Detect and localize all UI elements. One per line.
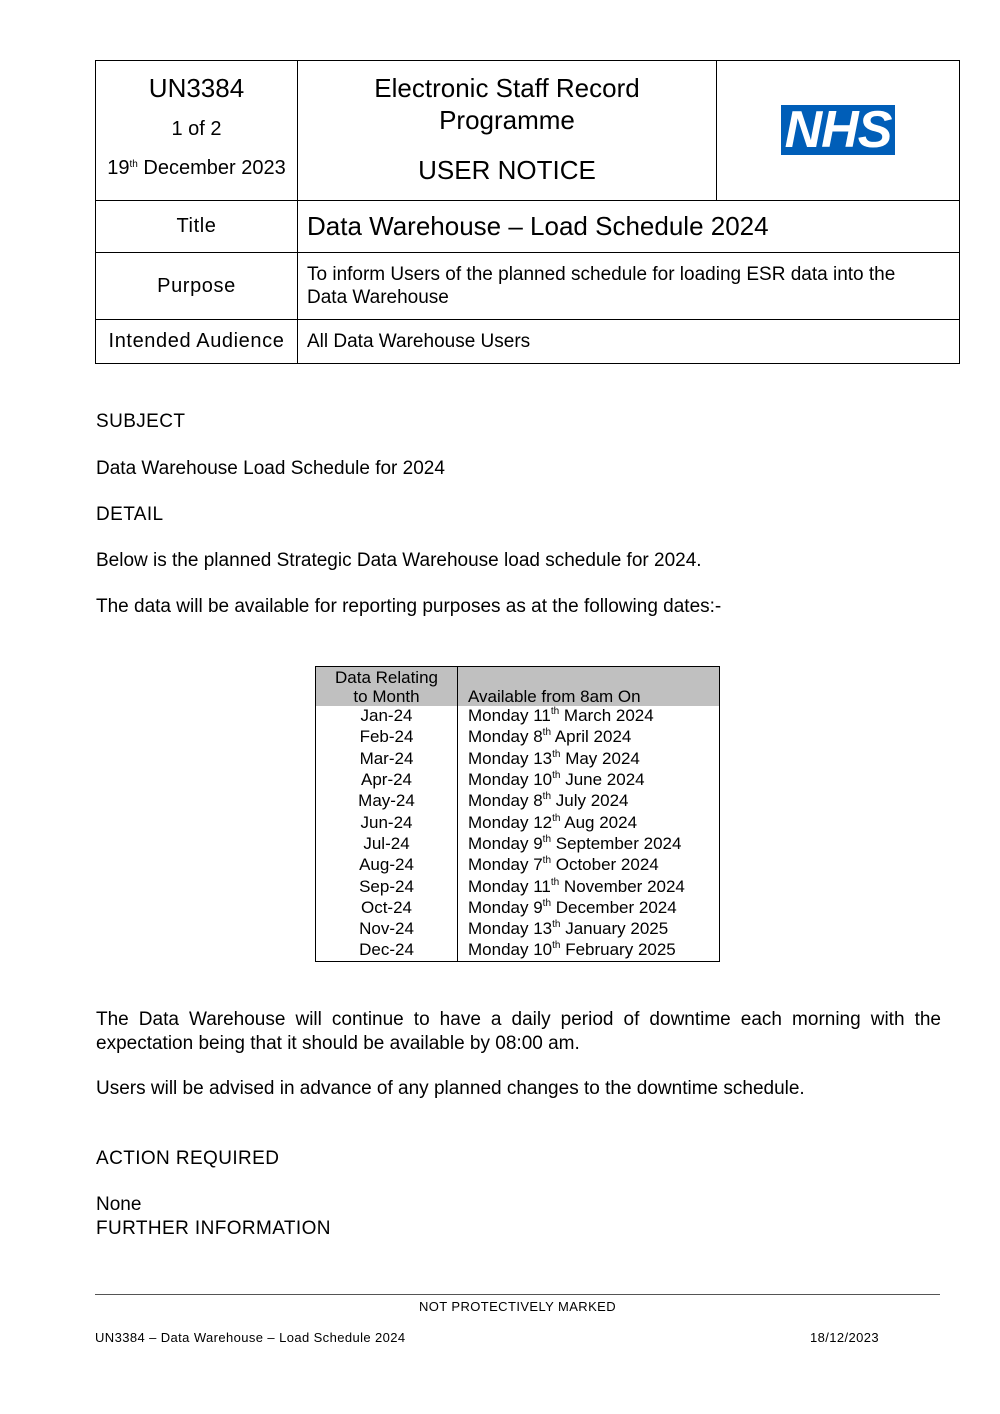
schedule-available-date (458, 855, 720, 876)
downtime-paragraph: The Data Warehouse will continue to have a daily period of downtime each morning with the expectation being that it should be available by 08:00 am. (96, 1009, 941, 1054)
programme-line-2: Programme (439, 105, 575, 135)
date-ordinal-suffix: th (552, 770, 561, 782)
date-ordinal-suffix: th (542, 791, 552, 803)
date-day-text: Monday 9 (468, 833, 543, 853)
date-ordinal-suffix: th (552, 919, 561, 931)
schedule-month: Jun-24 (316, 812, 458, 833)
schedule-row (316, 769, 720, 790)
detail-heading: DETAIL (96, 504, 164, 525)
schedule-row (316, 918, 720, 939)
schedule-month: Aug-24 (316, 855, 458, 876)
purpose-label: Purpose (96, 253, 298, 320)
title-value: Data Warehouse – Load Schedule 2024 (298, 201, 960, 253)
notice-date (96, 157, 297, 180)
purpose-value (298, 253, 960, 320)
schedule-month: Feb-24 (316, 727, 458, 748)
date-day-text: Monday 8 (468, 791, 543, 811)
purpose-line-2: Data Warehouse (307, 287, 449, 308)
subject-heading: SUBJECT (96, 411, 186, 432)
date-ordinal-suffix: th (542, 897, 552, 909)
load-schedule-table (315, 666, 720, 962)
column-header-month-line-1: Data Relating (334, 667, 438, 687)
date-month-year: April 2024 (551, 727, 632, 747)
schedule-month: Apr-24 (316, 769, 458, 790)
schedule-available-date (458, 897, 720, 918)
action-text: None (96, 1194, 142, 1215)
nhs-logo: NHS (781, 105, 896, 155)
schedule-available-date (458, 812, 720, 833)
schedule-available-date (458, 918, 720, 939)
date-day-text: Monday 10 (468, 940, 553, 960)
programme-cell (298, 61, 717, 201)
notice-id: UN3384 (148, 73, 245, 103)
schedule-month: May-24 (316, 791, 458, 812)
date-day-text: Monday 13 (468, 748, 553, 768)
schedule-available-date (458, 748, 720, 769)
page-count: 1 of 2 (171, 118, 222, 140)
date-month-year: June 2024 (560, 770, 645, 790)
schedule-row (316, 833, 720, 854)
footer-divider (95, 1294, 940, 1295)
date-month-year: February 2025 (560, 940, 676, 960)
date-day: 19 (107, 157, 130, 179)
schedule-row (316, 940, 720, 962)
date-day-text: Monday 11 (468, 876, 551, 896)
date-month-year: December 2024 (551, 897, 677, 917)
action-heading: ACTION REQUIRED (96, 1148, 280, 1169)
date-ordinal-suffix: th (550, 706, 560, 718)
schedule-month: Mar-24 (316, 748, 458, 769)
schedule-row (316, 812, 720, 833)
date-day-text: Monday 13 (468, 919, 553, 939)
schedule-row (316, 855, 720, 876)
schedule-month: Dec-24 (316, 940, 458, 962)
date-day-text: Monday 9 (468, 897, 543, 917)
footer-doc-date: 18/12/2023 (810, 1330, 880, 1345)
schedule-available-date (458, 791, 720, 812)
schedule-available-date (458, 876, 720, 897)
schedule-available-date (458, 940, 720, 962)
schedule-rows (316, 706, 720, 962)
schedule-row (316, 791, 720, 812)
purpose-line-1: To inform Users of the planned schedule for loading ESR data into the (307, 264, 896, 285)
schedule-month: Oct-24 (316, 897, 458, 918)
schedule-available-date (458, 833, 720, 854)
notice-header-table (95, 60, 960, 364)
column-header-month (316, 667, 458, 706)
schedule-available-date (458, 727, 720, 748)
logo-cell (717, 61, 960, 201)
protective-marking: NOT PROTECTIVELY MARKED (418, 1299, 616, 1314)
date-month-year: October 2024 (551, 855, 659, 875)
date-month-year: May 2024 (560, 748, 640, 768)
column-header-month-line-2: to Month (353, 686, 420, 706)
schedule-row (316, 897, 720, 918)
schedule-month: Jan-24 (316, 706, 458, 727)
date-day-text: Monday 10 (468, 770, 553, 790)
date-day-text: Monday 8 (468, 727, 543, 747)
schedule-row (316, 876, 720, 897)
date-day-text: Monday 7 (468, 855, 543, 875)
date-ordinal-suffix: th (542, 833, 552, 845)
date-day-text: Monday 11 (468, 706, 551, 726)
date-rest: December 2023 (137, 157, 286, 179)
date-ordinal-suffix: th (542, 727, 552, 739)
title-label: Title (96, 201, 298, 253)
date-month-year: January 2025 (560, 919, 669, 939)
audience-value: All Data Warehouse Users (298, 320, 960, 364)
programme-line-1: Electronic Staff Record (374, 73, 640, 103)
date-ordinal-suffix: th (542, 855, 552, 867)
audience-label: Intended Audience (96, 320, 298, 364)
date-suffix: th (129, 159, 138, 170)
further-information-heading: FURTHER INFORMATION (96, 1218, 331, 1239)
schedule-month: Sep-24 (316, 876, 458, 897)
date-month-year: Aug 2024 (560, 812, 638, 832)
date-ordinal-suffix: th (552, 812, 561, 824)
date-day-text: Monday 12 (468, 812, 553, 832)
schedule-row (316, 727, 720, 748)
notice-type: USER NOTICE (418, 155, 596, 185)
schedule-row (316, 748, 720, 769)
date-month-year: November 2024 (559, 876, 685, 896)
detail-paragraph-1: Below is the planned Strategic Data Warehouse load schedule for 2024. (96, 550, 702, 571)
schedule-available-date (458, 769, 720, 790)
date-month-year: July 2024 (551, 791, 629, 811)
advised-paragraph: Users will be advised in advance of any planned changes to the downtime schedule. (96, 1078, 805, 1099)
schedule-month: Jul-24 (316, 833, 458, 854)
schedule-row (316, 706, 720, 727)
detail-paragraph-2: The data will be available for reporting purposes as at the following dates:- (96, 596, 722, 617)
footer-doc-ref: UN3384 – Data Warehouse – Load Schedule 2024 (95, 1330, 406, 1345)
programme-title (298, 72, 716, 136)
subject-text: Data Warehouse Load Schedule for 2024 (96, 458, 445, 479)
date-ordinal-suffix: th (552, 940, 561, 952)
date-month-year: September 2024 (551, 833, 682, 853)
schedule-available-date (458, 706, 720, 727)
date-month-year: March 2024 (559, 706, 654, 726)
date-ordinal-suffix: th (552, 748, 561, 760)
date-ordinal-suffix: th (550, 876, 560, 888)
column-header-available: Available from 8am On (458, 667, 720, 706)
notice-meta-cell (96, 61, 298, 201)
schedule-month: Nov-24 (316, 918, 458, 939)
